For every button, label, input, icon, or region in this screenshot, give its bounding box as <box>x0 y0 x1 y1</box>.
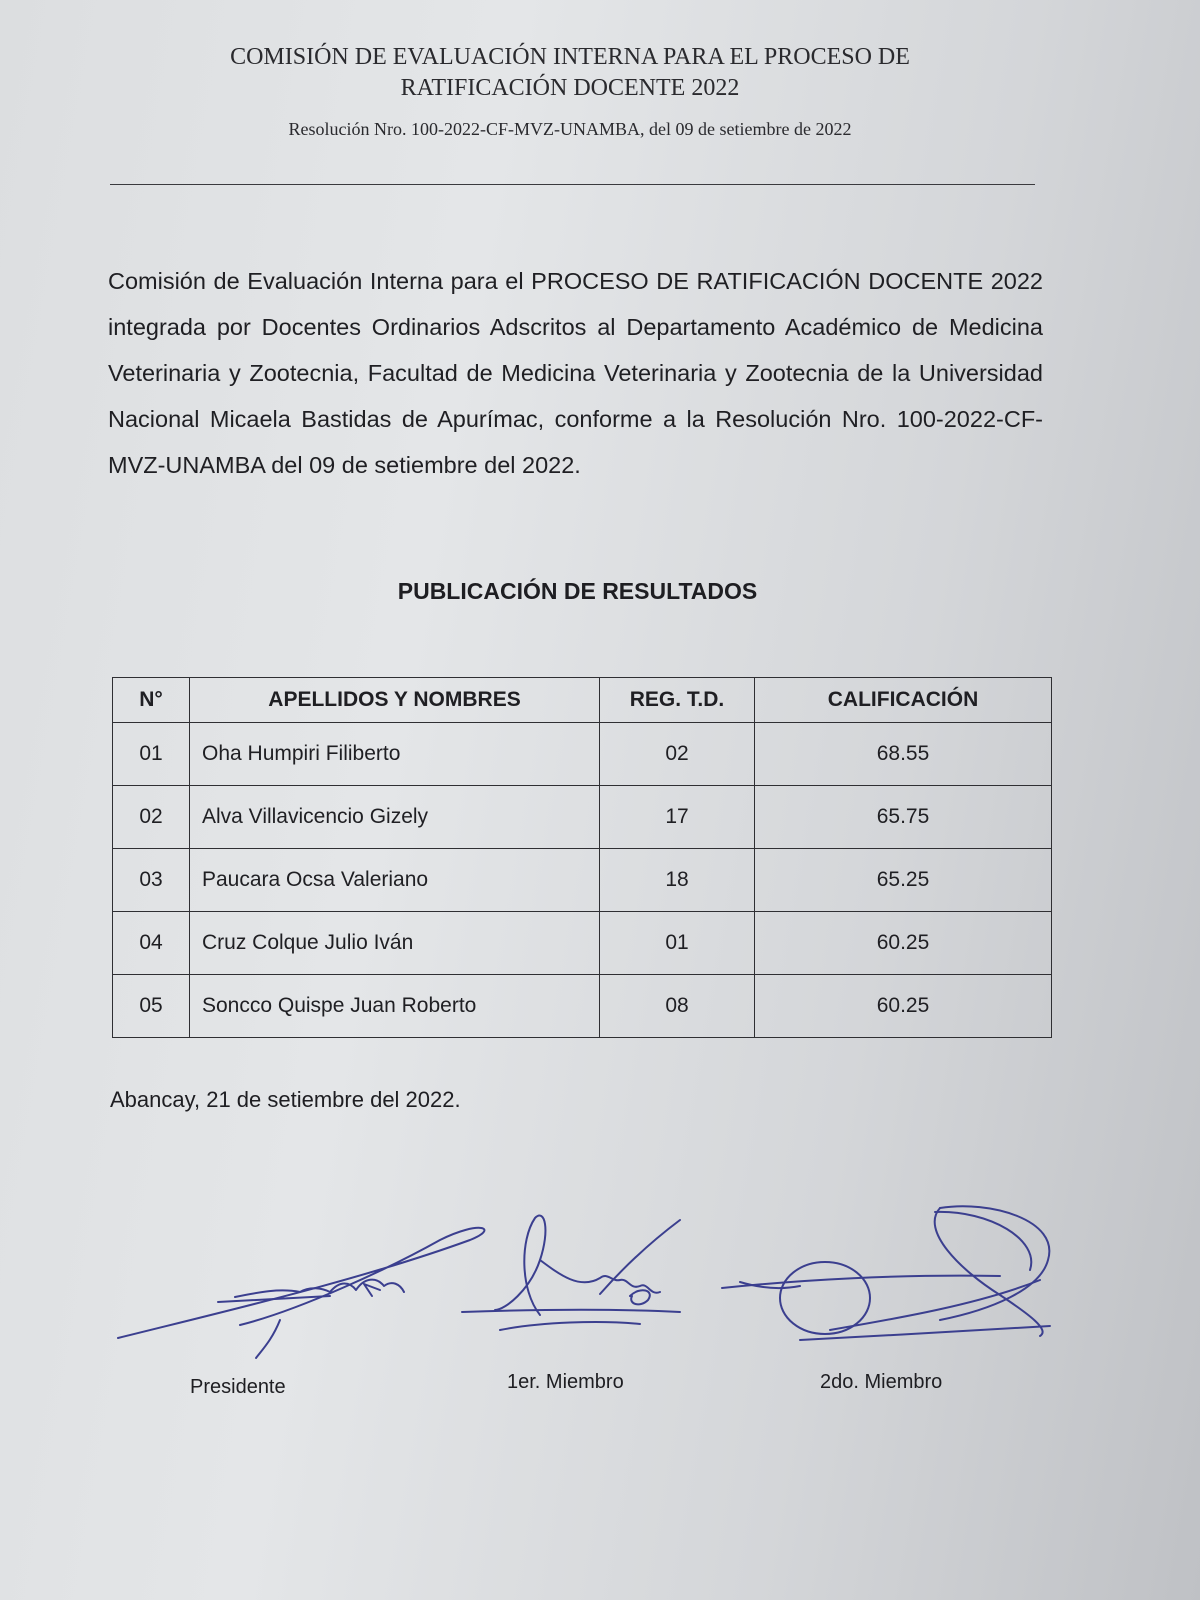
row-grade: 68.55 <box>755 723 1052 786</box>
place-and-date: Abancay, 21 de setiembre del 2022. <box>110 1087 461 1112</box>
second-member-label: 2do. Miembro <box>820 1371 943 1393</box>
signatures-area <box>0 1200 1200 1400</box>
row-number: 05 <box>113 975 190 1038</box>
row-grade: 65.25 <box>755 849 1052 912</box>
table-row <box>113 912 1052 975</box>
row-grade: 65.75 <box>755 786 1052 849</box>
document-header-title <box>150 42 990 104</box>
row-name: Paucara Ocsa Valeriano <box>190 849 600 912</box>
second-member-signature <box>722 1206 1050 1340</box>
row-reg: 02 <box>600 723 755 786</box>
section-title: PUBLICACIÓN DE RESULTADOS <box>397 578 758 604</box>
header-title-line2: RATIFICACIÓN DOCENTE 2022 <box>400 75 740 101</box>
table-row <box>113 723 1052 786</box>
row-reg: 17 <box>600 786 755 849</box>
row-number: 04 <box>113 912 190 975</box>
table-header-row <box>113 678 1052 723</box>
table-row <box>113 975 1052 1038</box>
row-number: 01 <box>113 723 190 786</box>
column-header-grade: CALIFICACIÓN <box>755 678 1052 723</box>
row-number: 03 <box>113 849 190 912</box>
row-reg: 08 <box>600 975 755 1038</box>
first-member-label: 1er. Miembro <box>507 1371 624 1393</box>
row-name: Oha Humpiri Filiberto <box>190 723 600 786</box>
first-member-signature <box>462 1216 680 1330</box>
header-title-line1: COMISIÓN DE EVALUACIÓN INTERNA PARA EL PROCESO DE <box>230 44 910 70</box>
header-resolution: Resolución Nro. 100-2022-CF-MVZ-UNAMBA, del 09 de setiembre de 2022 <box>288 119 852 139</box>
column-header-number: N° <box>113 678 190 723</box>
row-number: 02 <box>113 786 190 849</box>
table-row <box>113 786 1052 849</box>
president-label: Presidente <box>190 1376 286 1398</box>
row-grade: 60.25 <box>755 975 1052 1038</box>
header-divider <box>110 184 1035 185</box>
row-grade: 60.25 <box>755 912 1052 975</box>
row-reg: 18 <box>600 849 755 912</box>
row-name: Soncco Quispe Juan Roberto <box>190 975 600 1038</box>
row-name: Cruz Colque Julio Iván <box>190 912 600 975</box>
column-header-names: APELLIDOS Y NOMBRES <box>190 678 600 723</box>
row-name: Alva Villavicencio Gizely <box>190 786 600 849</box>
intro-paragraph: Comisión de Evaluación Interna para el PROCESO DE RATIFICACIÓN DOCENTE 2022 integrada por Docentes Ordinarios Adscritos al Departamento Académico de Medicina Veterinaria y Zootecnia, Facultad de Medicina Veterinaria y Zootecnia de la Universidad Nacional Micaela Bastidas de Apurímac, conforme a la Resolución Nro. 100-2022-CF-MVZ-UNAMBA del 09 de setiembre del 2022. <box>108 268 1043 478</box>
column-header-reg: REG. T.D. <box>600 678 755 723</box>
results-table <box>112 677 1052 1038</box>
president-signature <box>118 1228 484 1358</box>
row-reg: 01 <box>600 912 755 975</box>
table-row <box>113 849 1052 912</box>
